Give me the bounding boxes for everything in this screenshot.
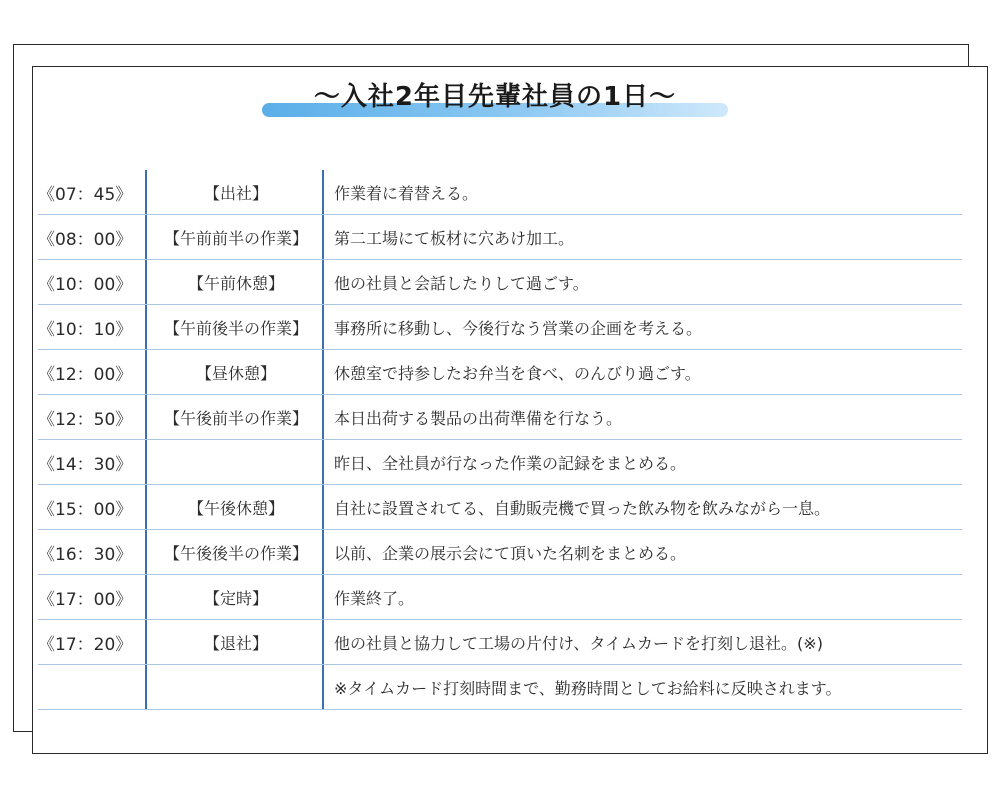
- time-cell: 《14：30》: [38, 454, 133, 475]
- activity-label: 【午後休憩】: [187, 498, 284, 518]
- activity-label: 【午後後半の作業】: [163, 543, 308, 563]
- description-cell: 作業着に着替える。: [334, 183, 479, 203]
- time-cell: 《17：00》: [38, 589, 133, 610]
- description-cell: 休憩室で持参したお弁当を食べ、のんびり過ごす。: [334, 363, 701, 383]
- time-cell: 《10：00》: [38, 274, 133, 295]
- description-cell: 自社に設置されてる、自動販売機で買った飲み物を飲みながら一息。: [334, 498, 831, 518]
- description-cell: 以前、企業の展示会にて頂いた名刺をまとめる。: [334, 543, 687, 563]
- time-cell: 《15：00》: [38, 499, 133, 520]
- activity-label: [148, 440, 324, 484]
- time-cell: 《16：30》: [38, 544, 133, 565]
- activity-label: 【昼休憩】: [195, 363, 276, 383]
- activity-label: [148, 665, 324, 709]
- time-cell: 《08：00》: [38, 229, 133, 250]
- schedule-row: [38, 215, 962, 260]
- time-cell: [38, 665, 146, 709]
- description-cell: 作業終了。: [334, 588, 415, 608]
- schedule-row: [38, 260, 962, 305]
- schedule-table: [38, 170, 962, 710]
- time-cell: 《07：45》: [38, 184, 133, 205]
- description-cell: 他の社員と協力して工場の片付け、タイムカードを打刻し退社。(※): [334, 633, 823, 653]
- description-cell: 他の社員と会話したりして過ごす。: [334, 273, 589, 293]
- description-cell: 昨日、全社員が行なった作業の記録をまとめる。: [334, 453, 687, 473]
- schedule-row: [38, 170, 962, 215]
- time-cell: 《17：20》: [38, 634, 133, 655]
- schedule-row: [38, 395, 962, 440]
- time-cell: 《12：00》: [38, 364, 133, 385]
- activity-label: 【午前休憩】: [187, 273, 284, 293]
- schedule-row: [38, 350, 962, 395]
- schedule-row: [38, 575, 962, 620]
- activity-label: 【出社】: [203, 183, 268, 203]
- description-cell: ※タイムカード打刻時間まで、勤務時間としてお給料に反映されます。: [334, 678, 842, 698]
- activity-label: 【午前前半の作業】: [163, 228, 308, 248]
- description-cell: 本日出荷する製品の出荷準備を行なう。: [334, 408, 623, 428]
- schedule-row: [38, 305, 962, 350]
- schedule-row: [38, 485, 962, 530]
- description-cell: 事務所に移動し、今後行なう営業の企画を考える。: [334, 318, 703, 338]
- activity-label: 【午前後半の作業】: [163, 318, 308, 338]
- time-cell: 《10：10》: [38, 319, 133, 340]
- schedule-row: [38, 530, 962, 575]
- activity-label: 【定時】: [203, 588, 268, 608]
- description-cell: 第二工場にて板材に穴あけ加工。: [334, 228, 575, 248]
- schedule-row: [38, 665, 962, 710]
- time-cell: 《12：50》: [38, 409, 133, 430]
- activity-label: 【午後前半の作業】: [163, 408, 308, 428]
- schedule-row: [38, 440, 962, 485]
- page-title: ～入社2年目先輩社員の1日～: [313, 82, 677, 112]
- schedule-row: [38, 620, 962, 665]
- activity-label: 【退社】: [203, 633, 268, 653]
